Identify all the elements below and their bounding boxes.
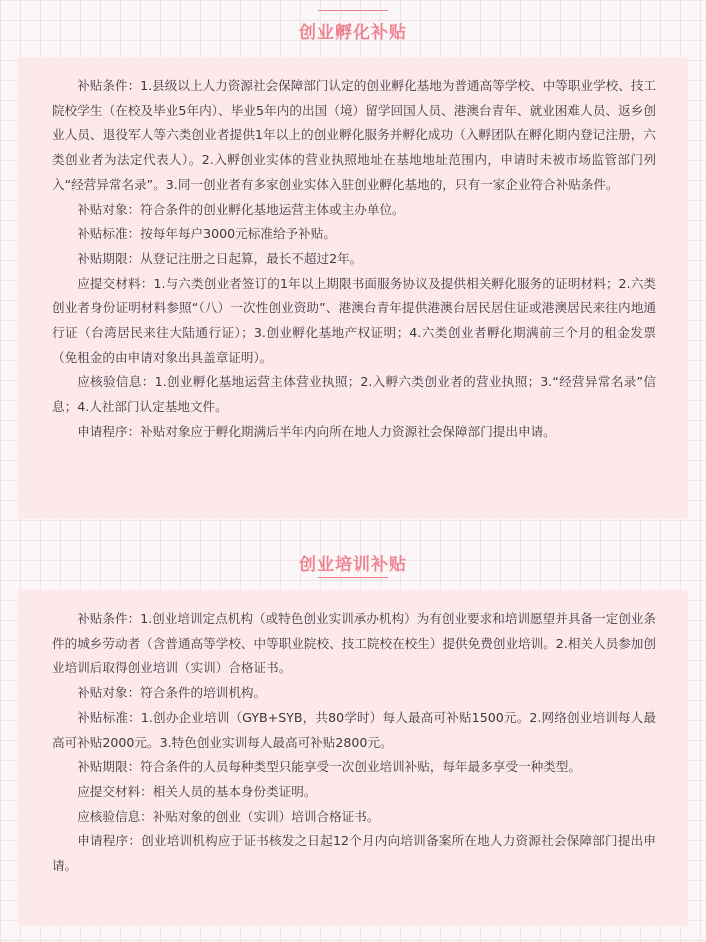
section-1-conditions: 补贴条件：1.县级以上人力资源社会保障部门认定的创业孵化基地为普通高等学校、中等职业学校、技工院校学生（在校及毕业5年内）、毕业5年内的出国（境）留学回国人员、港澳台青年、就业困难人员、返乡创业人员、退役军人等六类创业者提供1年以上的创业孵化服务并孵化成功（入孵团队在孵化期内登记注册，六类创业者为法定代表人）。2.入孵创业实体的营业执照地址在基地地址范围内，申请时未被市场监管部门列入“经营异常名录”。3.同一创业者有多家创业实体入驻创业孵化基地的，只有一家企业符合补贴条件。 [52,78,656,192]
section-1-procedure: 申请程序：补贴对象应于孵化期满后半年内向所在地人力资源社会保障部门提出申请。 [77,423,556,439]
section-1-target: 补贴对象：符合条件的创业孵化基地运营主体或主办单位。 [77,201,405,217]
section-2-title: 创业培训补贴 [299,555,407,575]
section-1-card [18,57,688,519]
section-1-title-line [318,10,388,11]
section-2-card [18,590,688,926]
section-1-materials: 应提交材料：1.与六类创业者签订的1年以上期限书面服务协议及提供相关孵化服务的证明材料；2.六类创业者身份证明材料参照“（八）一次性创业资助”、港澳台青年提供港澳台居民居住证或港澳居民来往内地通行证（台湾居民来往大陆通行证）；3.创业孵化基地产权证明；4.六类创业者孵化期满前三个月的租金发票（免租金的由申请对象出具盖章证明）。 [52,275,656,365]
section-2-target: 补贴对象：符合条件的培训机构。 [77,685,267,701]
section-2-verification: 应核验信息：补贴对象的创业（实训）培训合格证书。 [77,808,380,824]
section-2-title-line [318,577,388,578]
section-2-materials: 应提交材料：相关人员的基本身份类证明。 [77,783,317,799]
section-1-standard: 补贴标准：按每年每户3000元标准给予补贴。 [77,226,336,242]
section-1-period: 补贴期限：从登记注册之日起算，最长不超过2年。 [77,250,363,266]
section-2-standard: 补贴标准：1.创办企业培训（GYB+SYB，共80学时）每人最高可补贴1500元。2.网络创业培训每人最高可补贴2000元。3.特色创业实训每人最高可补贴2800元。 [52,709,656,750]
section-2-period: 补贴期限：符合条件的人员每种类型只能享受一次创业培训补贴，每年最多享受一种类型。 [77,759,581,775]
section-2-procedure: 申请程序：创业培训机构应于证书核发之日起12个月内向培训备案所在地人力资源社会保障部门提出申请。 [52,833,656,874]
section-1-title: 创业孵化补贴 [299,23,407,43]
section-1-verification: 应核验信息：1.创业孵化基地运营主体营业执照；2.入孵六类创业者的营业执照；3.“经营异常名录”信息；4.人社部门认定基地文件。 [52,374,656,415]
section-2-conditions: 补贴条件：1.创业培训定点机构（或特色创业实训承办机构）为有创业要求和培训愿望并具备一定创业条件的城乡劳动者（含普通高等学校、中等职业院校、技工院校在校生）提供免费创业培训。2.相关人员参加创业培训后取得创业培训（实训）合格证书。 [52,611,656,676]
